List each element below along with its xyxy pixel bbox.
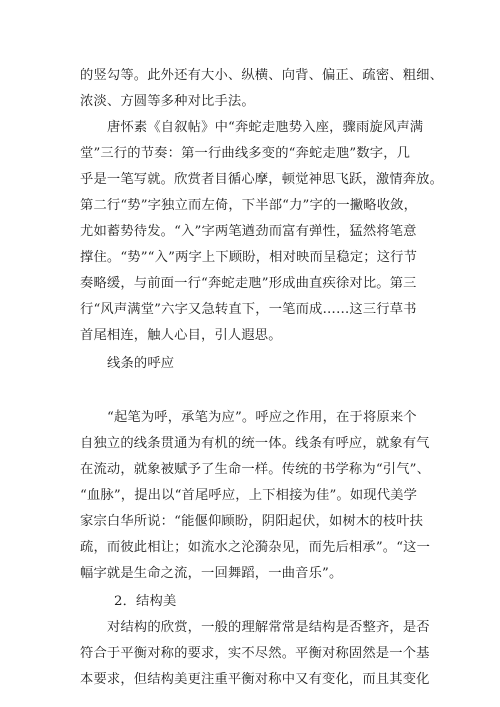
paragraph-line: 疏，而彼此相让；如流水之沦漪杂见，而先后相承”。“这一 [80,540,431,555]
paragraph-line: 堂”三行的节奏：第一行曲线多变的“奔蛇走虺”数字，几 [80,146,411,161]
paragraph-line: 唐怀素《自叙帖》中“奔蛇走虺势入座，骤雨旋风声满 [107,120,424,135]
paragraph-line: 尤如蓄势待发。“入”字两笔遒劲而富有弹性，猛然将笔意 [80,224,417,239]
section-heading: 线条的呼应 [107,356,175,371]
paragraph-line: 首尾相连，触人心目，引人遐思。 [80,328,282,343]
paragraph-line: 在流动，就象被赋予了生命一样。传统的书学称为“引气”、 [80,462,431,477]
paragraph-line: 家宗白华所说：“能偃仰顾盼，阴阳起伏，如树木的枝叶扶 [80,514,424,529]
paragraph-line: 自独立的线条贯通为有机的统一体。线条有呼应，就象有气 [80,436,430,451]
paragraph-line: 符合于平衡对称的要求，实不尽然。平衡对称固然是一个基 [80,646,430,661]
paragraph-line: 幅字就是生命之流，一回舞蹈，一曲音乐”。 [80,566,343,581]
paragraph-line: 对结构的欣赏，一般的理解常常是结构是否整齐，是否 [107,620,430,635]
paragraph-line: 本要求，但结构美更注重平衡对称中又有变化，而且其变化 [80,672,430,687]
paragraph-line: “起笔为呼，承笔为应”。呼应之作用，在于将原来个 [107,410,417,425]
paragraph-line: 的竖勾等。此外还有大小、纵横、向背、偏正、疏密、粗细、 [80,68,444,83]
paragraph-line: 撑住。“势”“入”两字上下顾盼，相对映而呈稳定；这行节 [80,250,418,265]
paragraph-line: 第二行“势”字独立而左倚，下半部“力”字的一撇略收敛， [80,198,418,213]
section-heading: 2．结构美 [114,594,177,609]
paragraph-line: 奏略缓，与前面一行“奔蛇走虺”形成曲直疾徐对比。第三 [80,276,417,291]
paragraph-line: 浓淡、方圆等多种对比手法。 [80,94,255,109]
paragraph-line: 乎是一笔写就。欣赏者目循心摩，顿觉神思飞跃，激情奔放。 [80,172,444,187]
paragraph-line: “血脉”，提出以“首尾呼应，上下相接为佳”。如现代美学 [80,488,418,503]
paragraph-line: 行“风声满堂”六字又急转直下，一笔而成……这三行草书 [80,302,417,317]
